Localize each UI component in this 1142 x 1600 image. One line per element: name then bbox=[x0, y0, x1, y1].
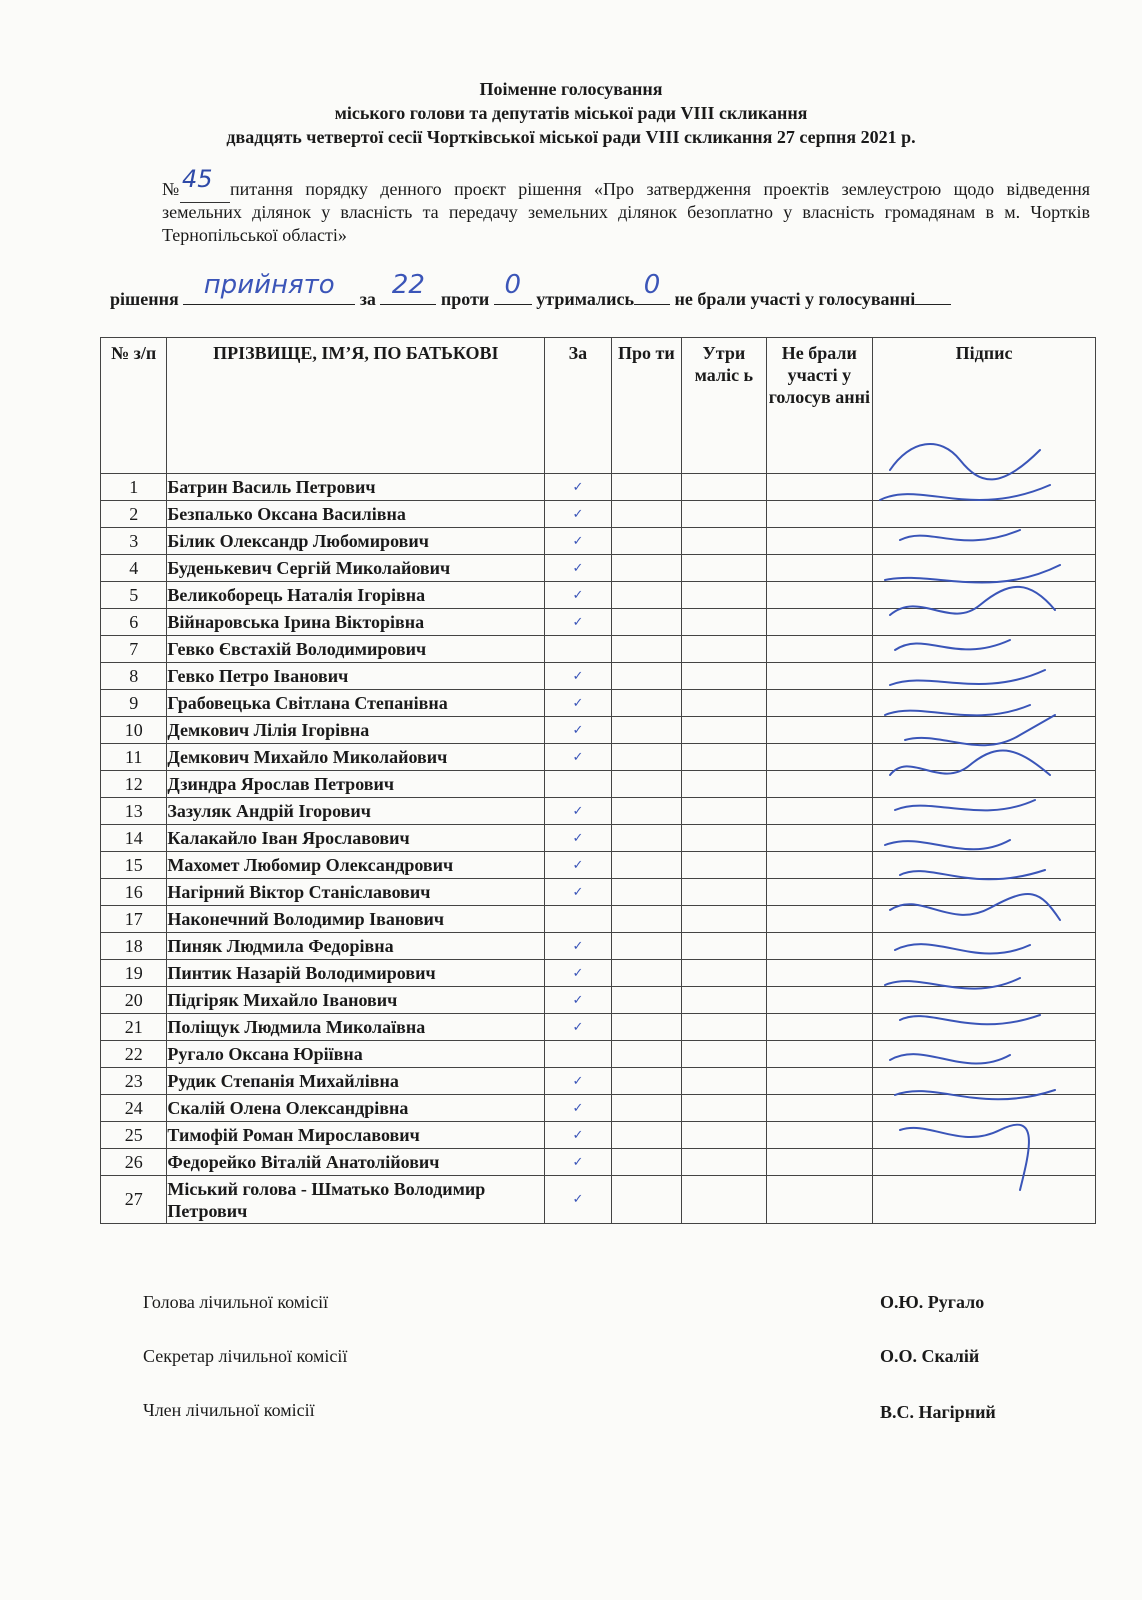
question-number bbox=[162, 165, 230, 201]
member-label: Член лічильної комісії bbox=[143, 1400, 315, 1420]
row-number: 13 bbox=[101, 798, 167, 825]
row-abstained-mark bbox=[682, 771, 766, 798]
row-abstained-mark bbox=[682, 1176, 766, 1224]
row-abstained-mark bbox=[682, 1014, 766, 1041]
row-abstained-mark bbox=[682, 582, 766, 609]
row-abstained-mark bbox=[682, 906, 766, 933]
abstained-count-field bbox=[634, 270, 670, 305]
row-for-mark: ✓ bbox=[545, 555, 611, 582]
row-abstained-mark bbox=[682, 1095, 766, 1122]
row-name: Федорейко Віталій Анатолійович bbox=[167, 1149, 545, 1176]
row-not-voted-mark bbox=[766, 744, 872, 771]
row-for-mark: ✓ bbox=[545, 582, 611, 609]
row-name: Буденькевич Сергій Миколайович bbox=[167, 555, 545, 582]
abstained-label: утримались bbox=[536, 289, 634, 309]
row-number: 23 bbox=[101, 1068, 167, 1095]
row-abstained-mark bbox=[682, 501, 766, 528]
for-count-field bbox=[380, 270, 436, 305]
row-number: 20 bbox=[101, 987, 167, 1014]
header-against: Про ти bbox=[611, 338, 682, 474]
row-number: 6 bbox=[101, 609, 167, 636]
row-not-voted-mark bbox=[766, 582, 872, 609]
row-abstained-mark bbox=[682, 933, 766, 960]
row-against-mark bbox=[611, 609, 682, 636]
row-for-mark: ✓ bbox=[545, 690, 611, 717]
row-number: 14 bbox=[101, 825, 167, 852]
row-not-voted-mark bbox=[766, 690, 872, 717]
row-number: 7 bbox=[101, 636, 167, 663]
number-sign: № bbox=[162, 179, 180, 199]
row-abstained-mark bbox=[682, 744, 766, 771]
row-number: 12 bbox=[101, 771, 167, 798]
row-against-mark bbox=[611, 528, 682, 555]
row-for-mark bbox=[545, 1041, 611, 1068]
row-abstained-mark bbox=[682, 798, 766, 825]
doc-title: Поіменне голосування bbox=[479, 79, 663, 99]
abstained-count: 0 bbox=[643, 270, 661, 300]
row-abstained-mark bbox=[682, 987, 766, 1014]
row-abstained-mark bbox=[682, 555, 766, 582]
row-number: 11 bbox=[101, 744, 167, 771]
row-for-mark: ✓ bbox=[545, 663, 611, 690]
row-for-mark: ✓ bbox=[545, 1122, 611, 1149]
row-abstained-mark bbox=[682, 960, 766, 987]
row-number: 24 bbox=[101, 1095, 167, 1122]
member-name: В.С. Нагірний bbox=[880, 1402, 996, 1422]
row-name: Війнаровська Ірина Вікторівна bbox=[167, 609, 545, 636]
row-number: 17 bbox=[101, 906, 167, 933]
header-name: ПРІЗВИЩЕ, ІМ’Я, ПО БАТЬКОВІ bbox=[167, 338, 545, 474]
row-not-voted-mark bbox=[766, 501, 872, 528]
row-abstained-mark bbox=[682, 825, 766, 852]
secretary-label: Секретар лічильної комісії bbox=[143, 1346, 348, 1366]
row-number: 15 bbox=[101, 852, 167, 879]
against-label: проти bbox=[440, 289, 490, 309]
row-against-mark bbox=[611, 798, 682, 825]
row-against-mark bbox=[611, 933, 682, 960]
row-not-voted-mark bbox=[766, 609, 872, 636]
row-for-mark: ✓ bbox=[545, 987, 611, 1014]
row-name: Дзиндра Ярослав Петрович bbox=[167, 771, 545, 798]
row-number: 16 bbox=[101, 879, 167, 906]
row-for-mark: ✓ bbox=[545, 744, 611, 771]
row-for-mark: ✓ bbox=[545, 852, 611, 879]
row-not-voted-mark bbox=[766, 474, 872, 501]
row-against-mark bbox=[611, 582, 682, 609]
row-against-mark bbox=[611, 987, 682, 1014]
row-name: Гевко Петро Іванович bbox=[167, 663, 545, 690]
row-name: Наконечний Володимир Іванович bbox=[167, 906, 545, 933]
row-number: 22 bbox=[101, 1041, 167, 1068]
for-label: за bbox=[359, 289, 376, 309]
row-abstained-mark bbox=[682, 663, 766, 690]
row-not-voted-mark bbox=[766, 933, 872, 960]
decision-value-field bbox=[183, 270, 355, 305]
header-abstained: Утри маліс ь bbox=[682, 338, 766, 474]
row-against-mark bbox=[611, 1068, 682, 1095]
header-not-voted: Не брали участі у голосув анні bbox=[766, 338, 872, 474]
against-count-field bbox=[494, 270, 532, 305]
row-not-voted-mark bbox=[766, 1095, 872, 1122]
row-for-mark: ✓ bbox=[545, 798, 611, 825]
row-not-voted-mark bbox=[766, 1014, 872, 1041]
row-abstained-mark bbox=[682, 1041, 766, 1068]
row-abstained-mark bbox=[682, 879, 766, 906]
row-not-voted-mark bbox=[766, 879, 872, 906]
row-number: 5 bbox=[101, 582, 167, 609]
row-name: Ругало Оксана Юріївна bbox=[167, 1041, 545, 1068]
row-name: Зазуляк Андрій Ігорович bbox=[167, 798, 545, 825]
row-abstained-mark bbox=[682, 1122, 766, 1149]
row-for-mark: ✓ bbox=[545, 825, 611, 852]
row-for-mark: ✓ bbox=[545, 960, 611, 987]
row-for-mark: ✓ bbox=[545, 528, 611, 555]
row-for-mark: ✓ bbox=[545, 1014, 611, 1041]
row-against-mark bbox=[611, 663, 682, 690]
row-number: 26 bbox=[101, 1149, 167, 1176]
row-not-voted-mark bbox=[766, 798, 872, 825]
row-number: 18 bbox=[101, 933, 167, 960]
row-name: Рудик Степанія Михайлівна bbox=[167, 1068, 545, 1095]
decision-label: рішення bbox=[110, 289, 179, 309]
row-name: Грабовецька Світлана Степанівна bbox=[167, 690, 545, 717]
row-name: Тимофій Роман Мирославович bbox=[167, 1122, 545, 1149]
row-against-mark bbox=[611, 690, 682, 717]
row-number: 21 bbox=[101, 1014, 167, 1041]
row-for-mark bbox=[545, 906, 611, 933]
question-text: питання порядку денного проєкт рішення «Про затвердження проектів землеустрою щодо відведення земельних ділянок у власність та передачу земельних ділянок безоплатно у власність громадянам в м. Чортків Тернопільської області» bbox=[162, 179, 1090, 245]
row-name: Поліщук Людмила Миколаївна bbox=[167, 1014, 545, 1041]
row-against-mark bbox=[611, 501, 682, 528]
row-against-mark bbox=[611, 825, 682, 852]
row-abstained-mark bbox=[682, 717, 766, 744]
row-name: Пиняк Людмила Федорівна bbox=[167, 933, 545, 960]
row-number: 1 bbox=[101, 474, 167, 501]
row-number: 10 bbox=[101, 717, 167, 744]
row-name: Демкович Михайло Миколайович bbox=[167, 744, 545, 771]
row-name: Гевко Євстахій Володимирович bbox=[167, 636, 545, 663]
decision-value: прийнято bbox=[203, 270, 335, 300]
row-against-mark bbox=[611, 1041, 682, 1068]
row-number: 2 bbox=[101, 501, 167, 528]
row-against-mark bbox=[611, 744, 682, 771]
doc-subtitle: міського голови та депутатів міської ради VIII скликання bbox=[334, 103, 808, 123]
row-for-mark: ✓ bbox=[545, 1176, 611, 1224]
row-abstained-mark bbox=[682, 528, 766, 555]
decision-line bbox=[110, 270, 1090, 310]
row-for-mark: ✓ bbox=[545, 879, 611, 906]
row-against-mark bbox=[611, 1149, 682, 1176]
row-against-mark bbox=[611, 852, 682, 879]
row-name: Демкович Лілія Ігорівна bbox=[167, 717, 545, 744]
row-not-voted-mark bbox=[766, 771, 872, 798]
row-abstained-mark bbox=[682, 609, 766, 636]
row-number: 3 bbox=[101, 528, 167, 555]
row-against-mark bbox=[611, 1176, 682, 1224]
row-for-mark: ✓ bbox=[545, 474, 611, 501]
not-voted-label: не брали участі у голосуванні bbox=[674, 289, 916, 309]
chair-name: О.Ю. Ругало bbox=[880, 1292, 985, 1312]
row-not-voted-mark bbox=[766, 1149, 872, 1176]
row-number: 19 bbox=[101, 960, 167, 987]
handwritten-signatures bbox=[870, 430, 1070, 1200]
row-against-mark bbox=[611, 636, 682, 663]
row-number: 8 bbox=[101, 663, 167, 690]
row-for-mark: ✓ bbox=[545, 609, 611, 636]
row-abstained-mark bbox=[682, 852, 766, 879]
against-count: 0 bbox=[504, 270, 522, 300]
row-for-mark: ✓ bbox=[545, 501, 611, 528]
row-not-voted-mark bbox=[766, 852, 872, 879]
row-abstained-mark bbox=[682, 474, 766, 501]
row-name: Пинтик Назарій Володимирович bbox=[167, 960, 545, 987]
row-abstained-mark bbox=[682, 636, 766, 663]
row-not-voted-mark bbox=[766, 717, 872, 744]
row-against-mark bbox=[611, 474, 682, 501]
row-against-mark bbox=[611, 879, 682, 906]
row-abstained-mark bbox=[682, 1068, 766, 1095]
header-signature: Підпис bbox=[873, 338, 1096, 474]
row-name: Підгіряк Михайло Іванович bbox=[167, 987, 545, 1014]
secretary-name: О.О. Скалій bbox=[880, 1346, 980, 1366]
row-against-mark bbox=[611, 906, 682, 933]
row-against-mark bbox=[611, 1122, 682, 1149]
row-not-voted-mark bbox=[766, 1041, 872, 1068]
row-for-mark: ✓ bbox=[545, 933, 611, 960]
row-not-voted-mark bbox=[766, 987, 872, 1014]
row-against-mark bbox=[611, 1014, 682, 1041]
row-not-voted-mark bbox=[766, 1068, 872, 1095]
row-number: 27 bbox=[101, 1176, 167, 1224]
header-for: За bbox=[545, 338, 611, 474]
row-for-mark: ✓ bbox=[545, 717, 611, 744]
header-num: № з/п bbox=[101, 338, 167, 474]
agenda-question bbox=[162, 165, 1090, 247]
row-not-voted-mark bbox=[766, 636, 872, 663]
row-for-mark bbox=[545, 636, 611, 663]
row-not-voted-mark bbox=[766, 528, 872, 555]
row-not-voted-mark bbox=[766, 825, 872, 852]
number-underline bbox=[180, 202, 230, 203]
row-abstained-mark bbox=[682, 690, 766, 717]
handwritten-question-number: 45 bbox=[182, 165, 213, 193]
row-not-voted-mark bbox=[766, 555, 872, 582]
row-name: Безпалько Оксана Василівна bbox=[167, 501, 545, 528]
row-name: Скалій Олена Олександрівна bbox=[167, 1095, 545, 1122]
row-name: Батрин Василь Петрович bbox=[167, 474, 545, 501]
row-name: Великоборець Наталія Ігорівна bbox=[167, 582, 545, 609]
row-for-mark: ✓ bbox=[545, 1149, 611, 1176]
row-not-voted-mark bbox=[766, 1122, 872, 1149]
row-name: Міський голова - Шматько Володимир Петрович bbox=[167, 1176, 545, 1224]
for-count: 22 bbox=[391, 270, 425, 300]
not-voted-count-field bbox=[915, 284, 951, 305]
session-line: двадцять четвертої сесії Чортківської міської ради VIII скликання 27 серпня 2021 р. bbox=[226, 127, 916, 147]
row-against-mark bbox=[611, 555, 682, 582]
row-name: Калакайло Іван Ярославович bbox=[167, 825, 545, 852]
row-name: Махомет Любомир Олександрович bbox=[167, 852, 545, 879]
row-against-mark bbox=[611, 960, 682, 987]
chair-label: Голова лічильної комісії bbox=[143, 1292, 329, 1312]
row-abstained-mark bbox=[682, 1149, 766, 1176]
row-against-mark bbox=[611, 717, 682, 744]
row-number: 25 bbox=[101, 1122, 167, 1149]
row-against-mark bbox=[611, 1095, 682, 1122]
row-against-mark bbox=[611, 771, 682, 798]
row-name: Білик Олександр Любомирович bbox=[167, 528, 545, 555]
row-name: Нагірний Віктор Станіславович bbox=[167, 879, 545, 906]
row-not-voted-mark bbox=[766, 663, 872, 690]
row-not-voted-mark bbox=[766, 1176, 872, 1224]
row-for-mark: ✓ bbox=[545, 1068, 611, 1095]
row-for-mark bbox=[545, 771, 611, 798]
row-number: 4 bbox=[101, 555, 167, 582]
row-number: 9 bbox=[101, 690, 167, 717]
row-for-mark: ✓ bbox=[545, 1095, 611, 1122]
row-not-voted-mark bbox=[766, 960, 872, 987]
row-not-voted-mark bbox=[766, 906, 872, 933]
